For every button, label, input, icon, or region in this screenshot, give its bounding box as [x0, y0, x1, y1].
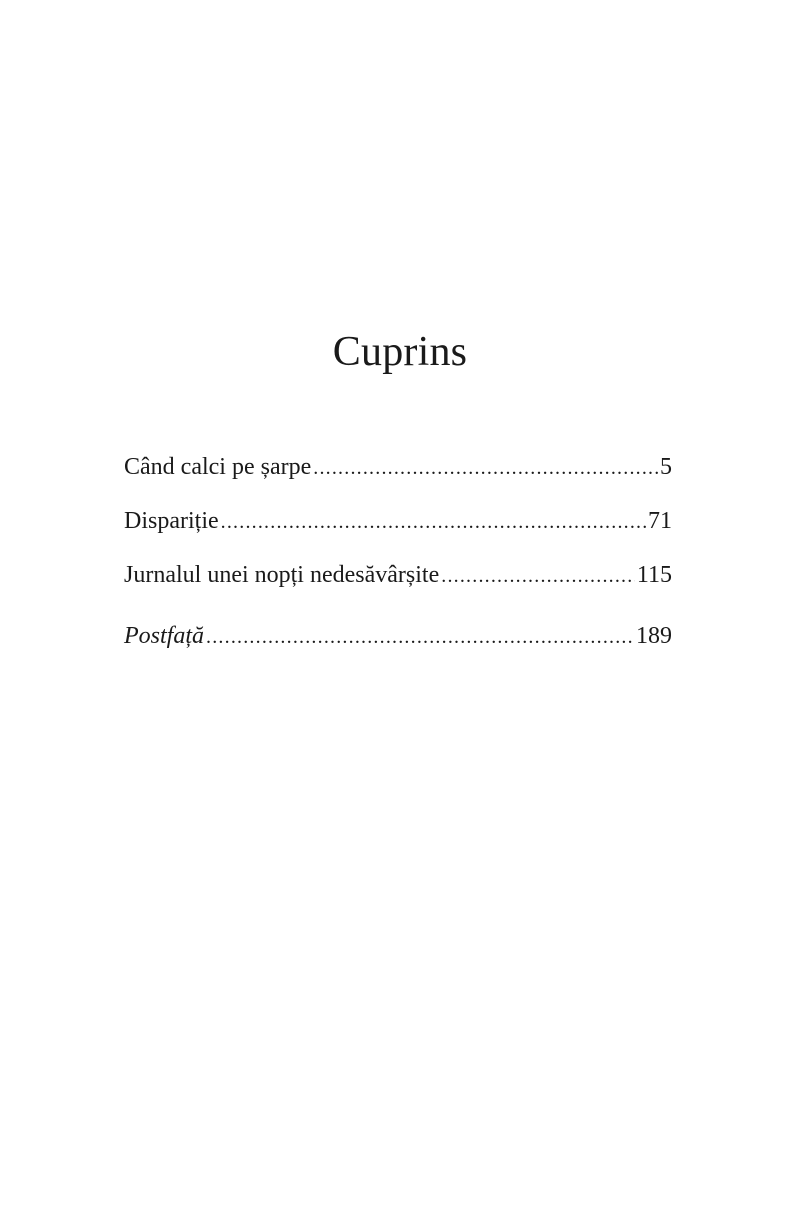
dot-leader	[221, 505, 646, 539]
dot-leader	[206, 620, 634, 654]
toc-page-number: 189	[636, 623, 672, 649]
toc-entry	[124, 450, 672, 485]
toc-entry	[124, 558, 672, 593]
toc-entry-title: Dispariție	[124, 508, 219, 534]
dot-leader	[441, 559, 635, 593]
toc-entry	[124, 504, 672, 539]
toc-page-number: 115	[636, 562, 672, 588]
toc-page-number: 5	[660, 454, 672, 480]
toc-entry-title: Jurnalul unei nopți nedesăvârșite	[124, 562, 440, 588]
toc-entry-title: Când calci pe șarpe	[124, 454, 312, 480]
toc-entry-afterword	[124, 619, 672, 654]
dot-leader	[313, 451, 658, 485]
toc-entry-title: Postfață	[124, 623, 205, 649]
table-of-contents	[124, 450, 672, 654]
page-title: Cuprins	[332, 329, 468, 375]
toc-page-number: 71	[648, 508, 672, 534]
